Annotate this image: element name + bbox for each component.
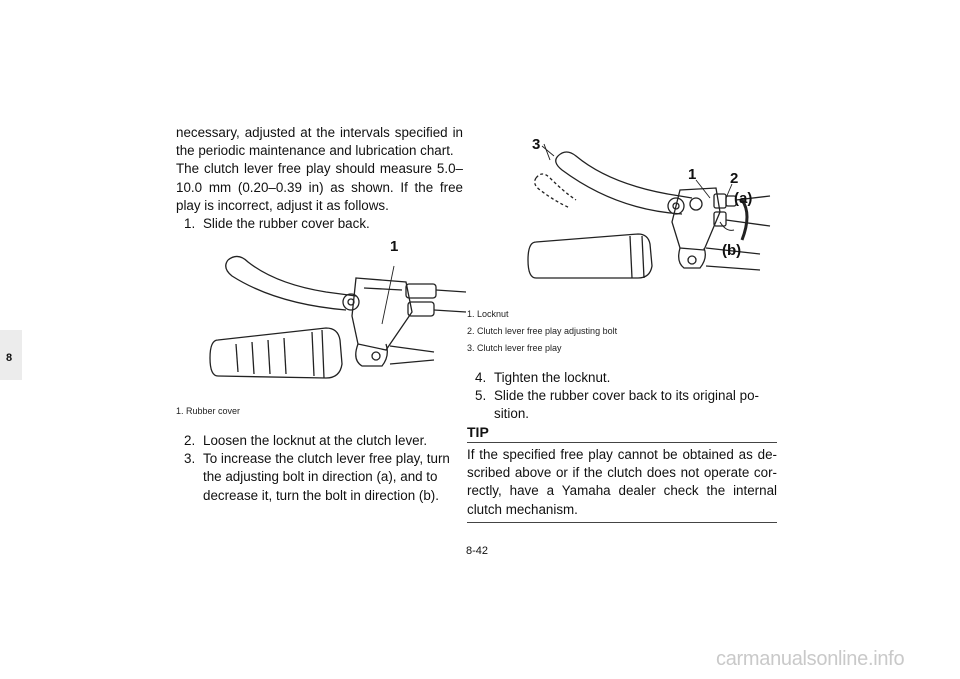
paragraph-intro: necessary, adjusted at the intervals specified in the periodic maintenance and lubrication chart. — [176, 125, 463, 159]
chapter-tab-number: 8 — [6, 352, 13, 364]
caption-adjusting-bolt: 2. Clutch lever free play adjusting bolt — [467, 326, 618, 336]
tip-text: If the specified free play cannot be obtained as de-scribed above or if the clutch does not operate cor-rectly, have a Yamaha dealer check the internal clutch mechanism. — [467, 447, 777, 517]
figure-2-captions — [467, 308, 617, 354]
step-5 — [467, 387, 779, 423]
figure-free-play-adjustment — [520, 130, 780, 290]
right-column-steps — [467, 369, 779, 424]
step-2-number: 2. — [184, 433, 196, 448]
chapter-tab — [0, 330, 22, 380]
figure-1-callout-1: 1 — [390, 238, 399, 255]
step-1-number: 1. — [184, 216, 196, 232]
watermark: carmanualsonline.info — [716, 648, 905, 670]
step-2 — [176, 432, 463, 450]
step-3 — [176, 450, 463, 505]
step-3-number: 3. — [184, 451, 196, 467]
figure-1-caption — [176, 405, 240, 417]
step-4 — [467, 369, 779, 387]
tip-heading: TIP — [467, 424, 777, 443]
figure-2-callout-a: (a) — [734, 190, 753, 207]
step-4-text: Tighten the locknut. — [494, 370, 611, 385]
step-1-text: Slide the rubber cover back. — [203, 216, 370, 232]
step-3-text: To increase the clutch lever free play, turn the adjusting bolt in direction (a), and to decrease it, turn the bolt in direction (b). — [203, 451, 450, 503]
caption-locknut: 1. Locknut — [467, 309, 509, 319]
figure-2-callout-1: 1 — [688, 166, 697, 183]
figure-2-callout-3: 3 — [532, 136, 541, 153]
step-5-text: Slide the rubber cover back to its original po-sition. — [494, 388, 759, 422]
page-number: 8-42 — [466, 545, 489, 557]
left-column-steps — [176, 432, 463, 505]
tip-box — [467, 424, 777, 523]
figure-2-callout-b: (b) — [722, 242, 742, 259]
caption-free-play: 3. Clutch lever free play — [467, 343, 562, 353]
figure-2-callout-2: 2 — [730, 170, 739, 187]
step-5-number: 5. — [475, 388, 487, 404]
clutch-lever-illustration-1 — [176, 232, 466, 392]
tip-divider — [467, 522, 777, 523]
clutch-lever-illustration-2 — [520, 130, 780, 290]
step-1 — [176, 215, 463, 233]
left-column-text — [176, 124, 463, 233]
step-4-number: 4. — [475, 370, 487, 385]
paragraph-free-play-spec: The clutch lever free play should measure 5.0–10.0 mm (0.20–0.39 in) as shown. If the free play is incorrect, adjust it as follows. — [176, 161, 463, 213]
caption-rubber-cover: 1. Rubber cover — [176, 406, 241, 416]
figure-rubber-cover — [176, 232, 466, 392]
step-2-text: Loosen the locknut at the clutch lever. — [203, 433, 428, 448]
